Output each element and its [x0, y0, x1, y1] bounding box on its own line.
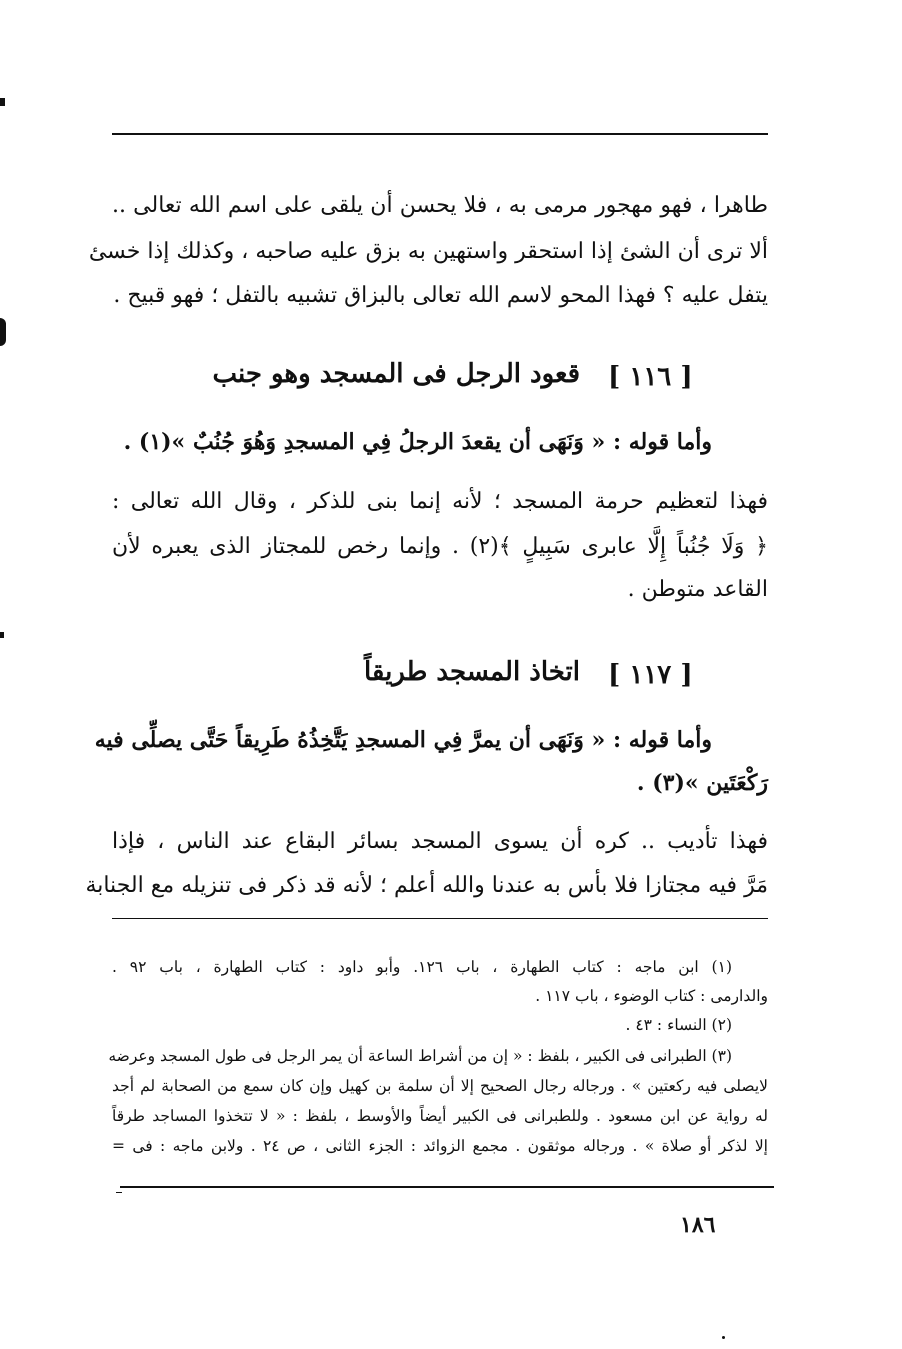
- header-rule: [112, 133, 768, 135]
- footnote-line: (١) ابن ماجه : كتاب الطهارة ، باب ١٢٦. وأبو داود : كتاب الطهارة ، باب ٩٢ .: [112, 958, 732, 976]
- hadith-quote: وأما قوله : « وَنَهَى أن يمرَّ فِي المسجدِ يَتَّخِذُهُ طَرِيقاً حَتَّى يصلِّى فيه: [94, 727, 712, 753]
- section-title: اتخاذ المسجد طريقاً: [364, 657, 580, 687]
- body-line: القاعد متوطن .: [627, 577, 768, 602]
- margin-mark: [0, 632, 4, 638]
- footnote-line: لايصلى فيه ركعتين » . ورجاله رجال الصحيح إلا أن سلمة بن كهيل وإن كان سمع من الصحابة لم أجد: [112, 1077, 768, 1095]
- hadith-quote: رَكْعَتَين »(٣) .: [636, 770, 768, 796]
- footer-rule: [120, 1186, 774, 1188]
- footer-rule-tick: [116, 1192, 122, 1193]
- body-line: فهذا لتعظيم حرمة المسجد ؛ لأنه إنما بنى للذكر ، وقال الله تعالى :: [112, 489, 768, 514]
- hadith-quote: وأما قوله : « وَنَهَى أن يقعدَ الرجلُ فِي المسجدِ وَهُوَ جُنُبٌ »(١) .: [123, 429, 712, 455]
- footnote-line: (٣) الطبرانى فى الكبير ، بلفظ : « إن من أشراط الساعة أن يمر الرجل فى طول المسجد وعرضه: [108, 1047, 732, 1065]
- body-line: مَرَّ فيه مجتازا فلا بأس به عندنا والله أعلم ؛ لأنه قد ذكر فى تنزيله مع الجنابة: [85, 873, 768, 898]
- margin-mark: [0, 98, 5, 106]
- footnote-line: (٢) النساء : ٤٣ .: [625, 1016, 732, 1034]
- margin-mark: [722, 1336, 725, 1339]
- section-title: قعود الرجل فى المسجد وهو جنب: [212, 359, 580, 389]
- quran-verse-line: ﴿ وَلَا جُنُباً إِلَّا عابرى سَبِيلٍ ﴾(٢) . وإنما رخص للمجتاز الذى يعبره لأن: [112, 534, 769, 559]
- footnote-line: والدارمى : كتاب الوضوء ، باب ١١٧ .: [535, 987, 768, 1005]
- footnote-line: إلا لذكر أو صلاة » . ورجاله موثقون . مجمع الزوائد : الجزء الثانى ، ص ٢٤ . ولابن ماجه : فى =: [112, 1137, 768, 1155]
- body-line: ألا ترى أن الشئ إذا استحقر واستهين به بزق عليه صاحبه ، وكذلك إذا خسئ: [88, 239, 768, 264]
- page-number: ١٨٦: [680, 1212, 716, 1238]
- footnote-separator: [112, 918, 768, 919]
- body-line: يتفل عليه ؟ فهذا المحو لاسم الله تعالى بالبزاق تشبيه بالتفل ؛ فهو قبيح .: [113, 283, 768, 308]
- section-number: [ ١١٦ ]: [608, 362, 693, 392]
- body-line: فهذا تأديب .. كره أن يسوى المسجد بسائر البقاع عند الناس ، فإذا: [112, 829, 768, 854]
- section-number: [ ١١٧ ]: [608, 660, 693, 690]
- footnote-line: له رواية عن ابن مسعود . وللطبرانى فى الكبير أيضاً والأوسط ، بلفظ : « لا تتخذوا المساجد طرقاً: [112, 1107, 768, 1125]
- body-line: طاهرا ، فهو مهجور مرمى به ، فلا يحسن أن يلقى على اسم الله تعالى ..: [112, 193, 768, 218]
- margin-mark: [0, 318, 6, 346]
